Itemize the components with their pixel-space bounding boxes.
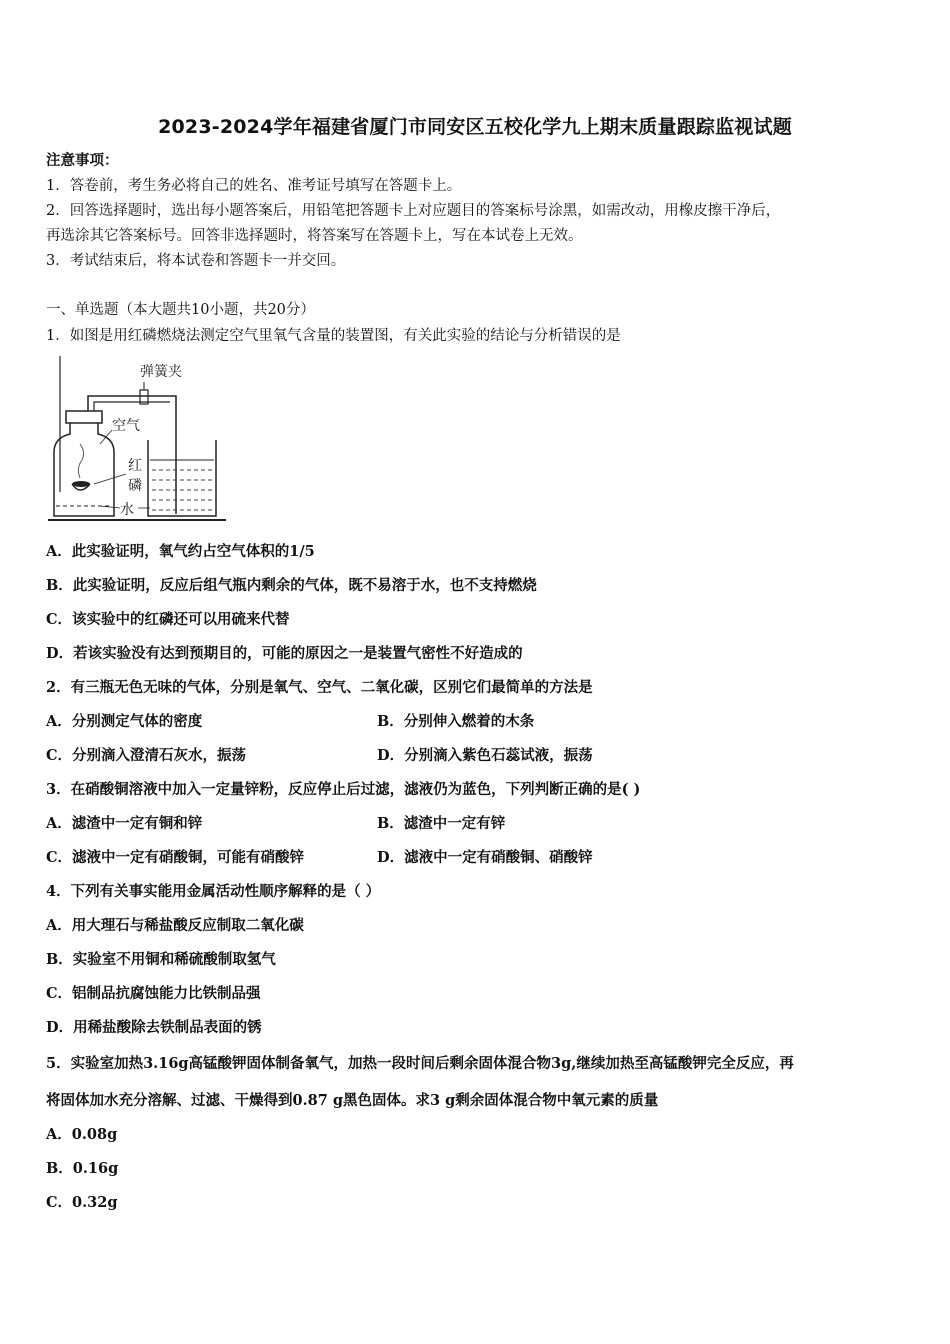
question-1-option-b: B．此实验证明，反应后组气瓶内剩余的气体，既不易溶于水，也不支持燃烧	[46, 577, 537, 594]
notice-item: 1．答卷前，考生务必将自己的姓名、准考证号填写在答题卡上。	[46, 178, 462, 194]
page-title: 2023-2024学年福建省厦门市同安区五校化学九上期末质量跟踪监视试题	[158, 116, 792, 138]
question-2-option-d: D．分别滴入紫色石蕊试液，振荡	[377, 747, 593, 764]
question-5-stem: 5．实验室加热3.16g高锰酸钾固体制备氧气，加热一段时间后剩余固体混合物3g,继续加热至高锰酸钾完全反应，再	[46, 1055, 794, 1072]
question-2-option-b: B．分别伸入燃着的木条	[377, 713, 535, 730]
question-5-stem-continued: 将固体加水充分溶解、过滤、干燥得到0.87 g黑色固体。求3 g剩余固体混合物中氧元素的质量	[46, 1092, 659, 1109]
figure-label-red: 红	[128, 458, 142, 474]
question-4-option-b: B．实验室不用铜和稀硫酸制取氢气	[46, 951, 276, 968]
notice-item: 再选涂其它答案标号。回答非选择题时，将答案写在答题卡上，写在本试卷上无效。	[46, 228, 583, 244]
notice-item: 2．回答选择题时，选出每小题答案后，用铅笔把答题卡上对应题目的答案标号涂黑，如需改动，用橡皮擦干净后，	[46, 203, 781, 219]
question-2-stem: 2．有三瓶无色无味的气体，分别是氧气、空气、二氧化碳，区别它们最简单的方法是	[46, 679, 593, 696]
question-2-option-c: C．分别滴入澄清石灰水，振荡	[46, 747, 247, 764]
question-3-option-c: C．滤液中一定有硝酸铜，可能有硝酸锌	[46, 849, 305, 866]
question-5-option-b: B．0.16g	[46, 1160, 119, 1177]
section-heading: 一、单选题（本大题共10小题，共20分）	[46, 302, 315, 318]
question-1-stem: 1．如图是用红磷燃烧法测定空气里氧气含量的装置图，有关此实验的结论与分析错误的是	[46, 328, 621, 344]
figure-label-air: 空气	[112, 418, 140, 434]
question-4-option-d: D．用稀盐酸除去铁制品表面的锈	[46, 1019, 262, 1036]
question-1-option-a: A．此实验证明，氧气约占空气体积的1/5	[46, 543, 315, 560]
question-5-option-a: A．0.08g	[46, 1126, 118, 1143]
notice-heading: 注意事项：	[46, 152, 119, 169]
question-3-stem: 3．在硝酸铜溶液中加入一定量锌粉，反应停止后过滤，滤液仍为蓝色，下列判断正确的是( )	[46, 781, 641, 798]
question-3-option-b: B．滤渣中一定有锌	[377, 815, 506, 832]
question-4-stem: 4．下列有关事实能用金属活动性顺序解释的是（ ）	[46, 883, 381, 900]
question-4-option-a: A．用大理石与稀盐酸反应制取二氧化碳	[46, 917, 304, 934]
question-3-option-d: D．滤液中一定有硝酸铜、硝酸锌	[377, 849, 593, 866]
figure-label-phosphorus: 磷	[128, 478, 142, 494]
figure-label-water: 水	[120, 502, 134, 518]
question-2-option-a: A．分别测定气体的密度	[46, 713, 203, 730]
notice-item: 3．考试结束后，将本试卷和答题卡一并交回。	[46, 253, 346, 269]
question-1-option-d: D．若该实验没有达到预期目的，可能的原因之一是装置气密性不好造成的	[46, 645, 523, 662]
question-5-option-c: C．0.32g	[46, 1194, 118, 1211]
question-3-option-a: A．滤渣中一定有铜和锌	[46, 815, 203, 832]
apparatus-figure	[40, 356, 240, 526]
question-4-option-c: C．铝制品抗腐蚀能力比铁制品强	[46, 985, 261, 1002]
question-1-option-c: C．该实验中的红磷还可以用硫来代替	[46, 611, 290, 628]
figure-label-clamp: 弹簧夹	[140, 364, 182, 380]
